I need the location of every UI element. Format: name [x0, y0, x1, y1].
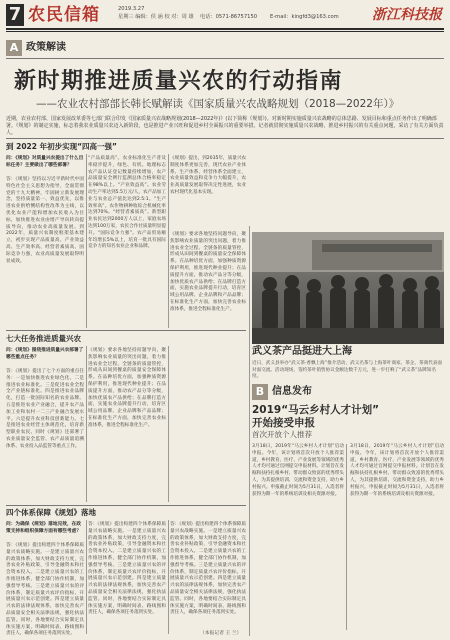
newspaper-logo: 浙江科技报 [372, 7, 442, 23]
photo-caption: 近日，武义县举办“武义茶·香飘上海”推介活动，武义名茶与上海茶叶商家、茶企、茶商代表面对面交流。活动现场，签约茶叶销售协议金额达数千万元，进一步打响了“武义茶”品牌知名度。 [252, 361, 442, 380]
photo-title: 武义茶产品挺进大上海 [252, 346, 352, 357]
info-body-col-2: 3月18日，2019年“马云乡村人才计划”启动申报。今年，该计划将首次开放个人推荐渠道，乡村教育、医疗、产业发展等领域的优秀人才均可通过官网提交申报材料。计划旨在发掘和扶持扎根乡村、带动群众致富的优秀带头人，为其提供培训、交流和资金支持，助力乡村振兴。申报截止时间为5月31日，入选者将获得为期一年的系统培训及相关资源对接。 [350, 444, 444, 497]
answer-1-col-1: 答：《规划》坚持以习近平新时代中国特色社会主义思想为指导，全面贯彻党的十九大精神，牢固树立新发展理念，坚持质量第一、效益优先，以推进农业供给侧结构性改革为主线，以优化农业产能和增加农民收入为目标，加快推进农业由增产导向转向提质导向，推动农业高质量发展。到2022年，质量兴农制度框架基本建立，初步实现产品质量高、产业效益高、生产效率高、经营者素质高、国际竞争力强，农业高质量发展取得明显成效。 [6, 177, 84, 264]
info-tag-text: 信息发布 [272, 386, 312, 397]
column-rule [168, 520, 169, 634]
page-column-rule [249, 226, 250, 636]
section-title: 农民信箱 [28, 5, 100, 25]
answer-3-col-2: 答：《规划》提出构建四个体系保障质量兴农战略实施。一是建立质量兴农的政策体系，加大财政支持力度，完善农业补贴政策，引导金融资本和社会资本投入。二是建立质量兴农的工作推进体系，健全部门协作机制，加强督导考核。三是建立质量兴农的评价体系，制定质量兴农评价指标，开展质量兴农示范创建。四是建立质量兴农的法律法规体系，加快完善农产品质量安全相关法律法规，强化执法监管。同时，各地要结合实际制定具体实施方案，明确时间表、路线图和责任人，确保各项任务落到实处。 [88, 522, 166, 616]
page-number: 7 [6, 4, 24, 26]
info-body-col-1: 3月18日，2019年“马云乡村人才计划”启动申报。今年，该计划将首次开放个人推荐渠道，乡村教育、医疗、产业发展等领域的优秀人才均可通过官网提交申报材料。计划旨在发掘和扶持扎根乡村、带动群众致富的优秀带头人，为其提供培训、交流和资金支持，助力乡村振兴。申报截止时间为5月31日，入选者将获得为期一年的系统培训及相关资源对接。 [252, 444, 344, 497]
header-phone: 电话：0571-86757150 [200, 14, 258, 20]
header-editor: 星期三 编辑：侯 涵 校 对：周 雄 [118, 14, 194, 20]
lead-paragraph: 近期，农业农村部、国家发展改革委等七部门联合印发《国家质量兴农战略规划(2018—2022年)》(以下简称《规划》)。对新时期实施质量兴农战略的总体思路、发展目标和重点任务作出了明确部署。《规划》的制定实施，标志着我农业质量兴农迈入新阶段，也是推进产业兴旺和促进乡村全面振兴的重要举措。记者就贯彻实施质量兴农战略，推进乡村振兴的有关重点问题，采访了有关方面负责人。 [6, 116, 444, 136]
section-tag-text: 政策解读 [26, 42, 66, 53]
answer-2-col-1: 答：《规划》提出了七个方面的重点任务：一是加快推进农业绿色化。二是推进农业标准化。三是促进农业全程全产业链标准化。四是推进农业品牌化，打造一批国际知名的农业品牌。五是推进农业产业融合，提升农产品加工业和农村一二三产业融合发展水平。六是提升农业科技创新能力。七是推进农业经营主体规范化，培育新型职业农民。同时《规划》还部署了农业质量安全监管、农产品质量追溯体系、农业投入品监管等重点工作。 [6, 369, 84, 449]
news-photo [252, 232, 444, 344]
answer-1-col-2: “产品质量高”。农业标准化生产普及率稳步提升，绿色、有机、地理标志农产品认证登记数量持续增加，农产品质量安全例行监测总体合格率稳定在98%以上。“产业效益高”。农业劳动生产率达到5.5万元/人，农产品加工业与农业总产值比达到2.5:1。“生产效率高”。农作物耕种收综合机械化率达到70%。“经营者素质高”。新型职业农民达到2000万人以上，家庭农场达到100万家，农民合作社质量明显提升。“国际竞争力强”。农产品贸易额年均增长5%以上，培育一批具有国际竞争力的知名农业企业和品牌。 [88, 156, 166, 250]
info-headline-2: 开始接受申报 [252, 417, 315, 429]
column-rule [86, 346, 87, 502]
column-rule [346, 444, 347, 630]
info-tag-letter: B [252, 384, 268, 400]
subtitle-goals: 到 2022 年初步实现“四高一强” [6, 142, 117, 151]
info-headline-1: 2019“马云乡村人才计划” [252, 404, 380, 416]
section-divider [6, 58, 444, 59]
subtitle-systems: 四个体系保障《规划》落地 [6, 508, 96, 517]
header-rule [6, 28, 444, 30]
column-rule [86, 154, 87, 328]
section-divider [6, 505, 246, 506]
question-1: 问：《规划》对质量兴农提出了什么目标任务？主要做出了哪些部署？ [6, 156, 84, 168]
question-2: 问：《规划》围绕推进质量兴农部署了哪些重点任务？ [6, 348, 84, 360]
info-subhead: 首次开放个人推荐 [252, 430, 312, 439]
answer-2-col-3: 《规划》要求各地坚持问题导向，聚焦影响农业质量的突出问题，着力推进农业全过程、全链条的质量管控，形成从田间到餐桌的质量安全保障体系。在品种培优方面，加强种质资源保护利用，推进现代种业提升；在品质提升方面，推动农产品分等分级，加快优质农产品供给；在品牌打造方面，实施农业品牌提升行动，培育区域公用品牌、企业品牌和产品品牌；在标准化生产方面，加快完善农业标准体系，推进全程标准化生产。 [170, 232, 246, 312]
answer-1-col-3: 《规划》提出，到2035年，质量兴农制度体系更加完善，现代农业产业体系、生产体系、经营体系全面建立，农业质量效益和竞争力大幅提升，农业高质量发展取得决定性进展，农业农村现代化基本实现。 [170, 156, 247, 195]
header-date: 2019.3.27 [118, 6, 145, 12]
subtitle-tasks: 七大任务推进质量兴农 [6, 334, 81, 343]
section-tag-letter: A [6, 40, 22, 56]
photo-scene [252, 232, 444, 344]
column-rule [86, 520, 87, 634]
header-rule-thin [6, 31, 444, 32]
main-headline: 新时期推进质量兴农的行动指南 [14, 69, 344, 94]
main-subhead: ——农业农村部部长韩长赋解读《国家质量兴农战略规划（2018—2022年）》 [36, 98, 400, 110]
article-byline: （本报记者 王 兰） [200, 631, 242, 636]
header-email: E-mail：kingfd3@163.com [270, 14, 339, 20]
column-rule [168, 346, 169, 502]
column-rule [168, 154, 169, 328]
question-3: 问：为确保《规划》落地见效，在政策支持和组织保障方面有哪些考虑？ [6, 522, 82, 534]
answer-3-col-3: 答：《规划》提出构建四个体系保障质量兴农战略实施。一是建立质量兴农的政策体系，加大财政支持力度，完善农业补贴政策，引导金融资本和社会资本投入。二是建立质量兴农的工作推进体系，健全部门协作机制，加强督导考核。三是建立质量兴农的评价体系，制定质量兴农评价指标，开展质量兴农示范创建。四是建立质量兴农的法律法规体系，加快完善农产品质量安全相关法律法规，强化执法监管。同时，各地要结合实际制定具体实施方案，明确时间表、路线图和责任人，确保各项任务落到实处。 [170, 522, 246, 616]
answer-3-col-1: 答：《规划》提出构建四个体系保障质量兴农战略实施。一是建立质量兴农的政策体系，加大财政支持力度，完善农业补贴政策，引导金融资本和社会资本投入。二是建立质量兴农的工作推进体系，健全部门协作机制，加强督导考核。三是建立质量兴农的评价体系，制定质量兴农评价指标，开展质量兴农示范创建。四是建立质量兴农的法律法规体系，加快完善农产品质量安全相关法律法规，强化执法监管。同时，各地要结合实际制定具体实施方案，明确时间表、路线图和责任人，确保各项任务落到实处。 [6, 543, 84, 637]
answer-2-col-2: 《规划》要求各地坚持问题导向，聚焦影响农业质量的突出问题，着力推进农业全过程、全链条的质量管控，形成从田间到餐桌的质量安全保障体系。在品种培优方面，加强种质资源保护利用，推进现代种业提升；在品质提升方面，推动农产品分等分级，加快优质农产品供给；在品牌打造方面，实施农业品牌提升行动，培育区域公用品牌、企业品牌和产品品牌；在标准化生产方面，加快完善农业标准体系，推进全程标准化生产。 [88, 348, 166, 428]
lead-divider [6, 138, 444, 139]
